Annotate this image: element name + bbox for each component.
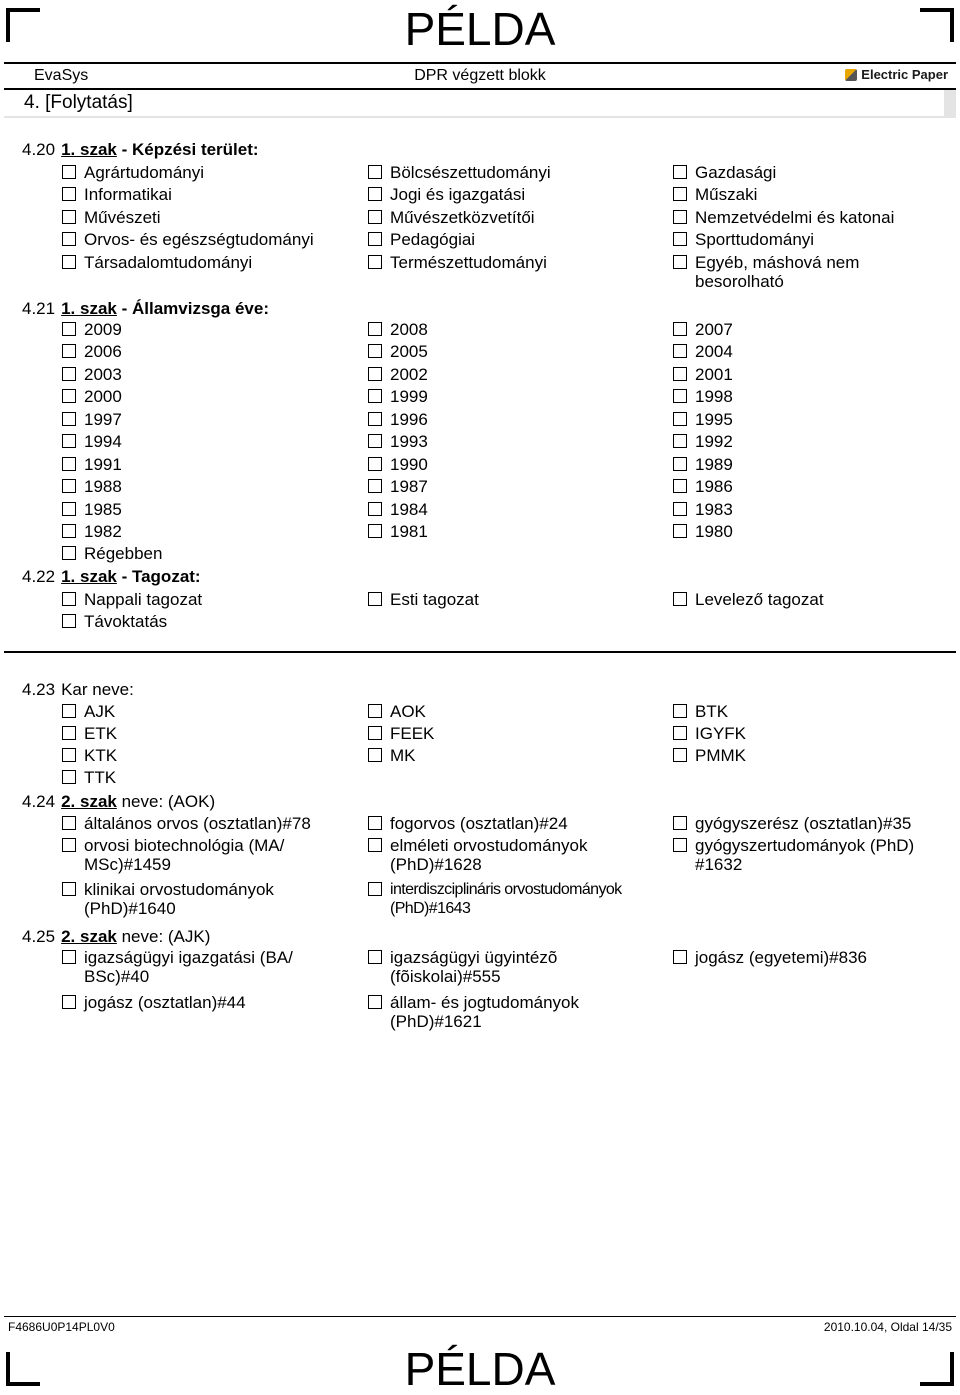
checkbox[interactable]	[62, 210, 76, 224]
option-q420-9[interactable]	[62, 230, 314, 249]
option-label: 2001	[695, 365, 733, 384]
option-q420-0[interactable]	[62, 163, 204, 182]
option-label: 1982	[84, 522, 122, 541]
option-q421-13[interactable]	[368, 410, 428, 429]
option-label: TTK	[84, 768, 117, 787]
option-q420-3[interactable]	[62, 185, 172, 204]
option-q421-12[interactable]	[62, 410, 122, 429]
option-q421-29[interactable]	[673, 522, 733, 541]
option-q423-3[interactable]	[62, 724, 117, 743]
question-text: - Tagozat:	[116, 567, 201, 586]
checkbox[interactable]	[368, 322, 382, 336]
szak-link[interactable]: 1. szak	[61, 299, 117, 318]
checkbox[interactable]	[62, 165, 76, 179]
checkbox[interactable]	[62, 457, 76, 471]
option-q421-25[interactable]	[368, 500, 428, 519]
szak-link[interactable]: 2. szak	[61, 927, 117, 946]
checkbox[interactable]	[62, 770, 76, 784]
question-4-23	[22, 680, 134, 700]
option-label: igazságügyi ügyintézõ (fõiskolai)#555	[390, 948, 558, 986]
option-label: 1992	[695, 432, 733, 451]
option-label: Társadalomtudományi	[84, 253, 253, 272]
checkbox[interactable]	[368, 950, 382, 964]
option-label: Távoktatás	[84, 612, 168, 631]
checkbox[interactable]	[673, 950, 687, 964]
checkbox[interactable]	[673, 434, 687, 448]
checkbox[interactable]	[673, 704, 687, 718]
option-q425-0[interactable]	[62, 948, 293, 986]
option-label: 2004	[695, 342, 733, 361]
option-label: KTK	[84, 746, 118, 765]
option-q423-1[interactable]	[368, 702, 426, 721]
option-label: 1998	[695, 387, 733, 406]
option-label: 2000	[84, 387, 122, 406]
checkbox[interactable]	[368, 434, 382, 448]
option-label: Sporttudományi	[695, 230, 815, 249]
option-q421-16[interactable]	[368, 432, 428, 451]
checkbox[interactable]	[368, 187, 382, 201]
option-q421-7[interactable]	[368, 365, 428, 384]
option-q421-5[interactable]	[673, 342, 733, 361]
option-label: PMMK	[695, 746, 746, 765]
checkbox[interactable]	[368, 816, 382, 830]
question-4-24	[22, 792, 215, 812]
option-q420-5[interactable]	[673, 185, 757, 204]
option-label: 1983	[695, 500, 733, 519]
option-q423-8[interactable]	[673, 746, 746, 765]
option-q424-6[interactable]	[62, 880, 274, 918]
option-q421-20[interactable]	[673, 455, 733, 474]
checkbox[interactable]	[673, 748, 687, 762]
option-q422-1[interactable]	[368, 590, 479, 609]
checkbox[interactable]	[62, 479, 76, 493]
option-label: Nappali tagozat	[84, 590, 203, 609]
question-number: 4.24	[22, 792, 56, 811]
option-label: 1990	[390, 455, 428, 474]
option-q425-2[interactable]	[673, 948, 867, 967]
option-q421-14[interactable]	[673, 410, 733, 429]
checkbox[interactable]	[673, 592, 687, 606]
option-q421-28[interactable]	[368, 522, 428, 541]
option-q420-10[interactable]	[368, 230, 475, 249]
option-label: interdiszciplináris orvostudományok (PhD)#1643	[390, 881, 622, 917]
option-label: klinikai orvostudományok (PhD)#1640	[84, 880, 274, 918]
option-q420-11[interactable]	[673, 230, 814, 249]
logo-text: Electric Paper	[861, 67, 948, 82]
option-q424-7[interactable]	[368, 880, 622, 918]
option-label: AJK	[84, 702, 116, 721]
checkbox[interactable]	[62, 726, 76, 740]
option-label: 2003	[84, 365, 122, 384]
checkbox[interactable]	[62, 882, 76, 896]
option-label: fogorvos (osztatlan)#24	[390, 814, 568, 833]
option-q420-14[interactable]	[673, 253, 859, 291]
checkbox[interactable]	[368, 592, 382, 606]
option-q421-8[interactable]	[673, 365, 733, 384]
checkbox[interactable]	[673, 479, 687, 493]
option-q421-22[interactable]	[368, 477, 428, 496]
option-q425-1[interactable]	[368, 948, 557, 986]
option-label: 1980	[695, 522, 733, 541]
option-label: 2007	[695, 320, 733, 339]
checkbox[interactable]	[368, 502, 382, 516]
checkbox[interactable]	[368, 995, 382, 1009]
option-label: 2002	[390, 365, 428, 384]
option-q420-12[interactable]	[62, 253, 252, 272]
checkbox[interactable]	[62, 502, 76, 516]
question-number: 4.22	[22, 567, 56, 586]
option-q421-23[interactable]	[673, 477, 733, 496]
option-q424-0[interactable]	[62, 814, 311, 833]
szak-link[interactable]: 1. szak	[61, 567, 117, 586]
checkbox[interactable]	[673, 255, 687, 269]
option-label: AOK	[390, 702, 426, 721]
question-text: neve: (AOK)	[116, 792, 216, 811]
option-label: 1981	[390, 522, 428, 541]
header-app-name: EvaSys	[34, 67, 89, 84]
option-label: 1986	[695, 477, 733, 496]
option-label: orvosi biotechnológia (MA/ MSc)#1459	[84, 836, 285, 874]
option-label: Bölcsészettudományi	[390, 163, 551, 182]
option-q421-27[interactable]	[62, 522, 122, 541]
electric-paper-logo	[845, 67, 948, 82]
option-label: állam- és jogtudományok (PhD)#1621	[390, 993, 579, 1031]
section-header	[4, 90, 956, 118]
question-text: - Államvizsga éve:	[116, 299, 269, 318]
option-q421-4[interactable]	[368, 342, 428, 361]
option-q420-7[interactable]	[368, 208, 535, 227]
checkbox[interactable]	[673, 389, 687, 403]
option-q421-3[interactable]	[62, 342, 122, 361]
option-q423-2[interactable]	[673, 702, 728, 721]
option-label: Gazdasági	[695, 163, 777, 182]
option-q423-9[interactable]	[62, 768, 116, 787]
checkbox[interactable]	[368, 838, 382, 852]
option-q420-6[interactable]	[62, 208, 161, 227]
option-q421-1[interactable]	[368, 320, 428, 339]
option-label: 1987	[390, 477, 428, 496]
checkbox[interactable]	[62, 322, 76, 336]
option-q421-24[interactable]	[62, 500, 122, 519]
checkbox[interactable]	[368, 412, 382, 426]
checkbox[interactable]	[368, 389, 382, 403]
option-q421-9[interactable]	[62, 387, 122, 406]
checkbox[interactable]	[368, 479, 382, 493]
option-label: gyógyszerész (osztatlan)#35	[695, 814, 912, 833]
checkbox[interactable]	[673, 322, 687, 336]
option-label: 1994	[84, 432, 122, 451]
checkbox[interactable]	[368, 210, 382, 224]
option-q421-18[interactable]	[62, 455, 122, 474]
checkbox[interactable]	[673, 726, 687, 740]
option-q421-30[interactable]	[62, 544, 162, 563]
option-q424-4[interactable]	[368, 836, 587, 874]
header-title: DPR végzett blokk	[414, 67, 546, 84]
checkbox[interactable]	[368, 367, 382, 381]
option-q420-13[interactable]	[368, 253, 547, 272]
option-q422-2[interactable]	[673, 590, 824, 609]
checkbox[interactable]	[62, 434, 76, 448]
szak-link[interactable]: 1. szak	[61, 140, 117, 159]
form-code: F4686U0P14PL0V0	[8, 1320, 115, 1334]
checkbox[interactable]	[62, 546, 76, 560]
checkbox[interactable]	[62, 592, 76, 606]
checkbox[interactable]	[62, 367, 76, 381]
option-label: Agrártudományi	[84, 163, 205, 182]
option-q424-5[interactable]	[673, 836, 914, 874]
checkbox[interactable]	[62, 412, 76, 426]
option-label: MK	[390, 746, 416, 765]
option-label: Régebben	[84, 544, 163, 563]
checkbox[interactable]	[368, 165, 382, 179]
checkbox[interactable]	[368, 344, 382, 358]
page-header	[4, 62, 956, 90]
question-text: neve: (AJK)	[116, 927, 211, 946]
question-number: 4.23	[22, 680, 56, 699]
option-q420-2[interactable]	[673, 163, 776, 182]
option-label: FEEK	[390, 724, 435, 743]
option-label: BTK	[695, 702, 729, 721]
checkbox[interactable]	[673, 232, 687, 246]
option-label: 1996	[390, 410, 428, 429]
checkbox[interactable]	[673, 210, 687, 224]
checkbox[interactable]	[673, 838, 687, 852]
option-q421-19[interactable]	[368, 455, 428, 474]
option-label: jogász (egyetemi)#836	[695, 948, 867, 967]
checkbox[interactable]	[368, 524, 382, 538]
option-q423-6[interactable]	[62, 746, 117, 765]
option-label: elméleti orvostudományok (PhD)#1628	[390, 836, 588, 874]
checkbox[interactable]	[368, 232, 382, 246]
option-q422-3[interactable]	[62, 612, 167, 631]
option-label: IGYFK	[695, 724, 747, 743]
option-q422-0[interactable]	[62, 590, 202, 609]
option-q421-11[interactable]	[673, 387, 733, 406]
checkbox[interactable]	[673, 524, 687, 538]
question-4-21	[22, 299, 269, 319]
checkbox[interactable]	[673, 816, 687, 830]
checkbox[interactable]	[368, 457, 382, 471]
checkbox[interactable]	[673, 502, 687, 516]
option-q420-8[interactable]	[673, 208, 894, 227]
option-label: igazságügyi igazgatási (BA/ BSc)#40	[84, 948, 293, 986]
checkbox[interactable]	[368, 255, 382, 269]
option-label: 2005	[390, 342, 428, 361]
checkbox[interactable]	[368, 704, 382, 718]
option-q424-3[interactable]	[62, 836, 284, 874]
checkbox[interactable]	[673, 344, 687, 358]
option-label: 2006	[84, 342, 122, 361]
option-q421-10[interactable]	[368, 387, 428, 406]
question-4-22	[22, 567, 201, 587]
option-q425-3[interactable]	[62, 993, 246, 1012]
option-q423-0[interactable]	[62, 702, 115, 721]
checkbox[interactable]	[62, 255, 76, 269]
question-number: 4.21	[22, 299, 56, 318]
option-label: Természettudományi	[390, 253, 547, 272]
option-q421-21[interactable]	[62, 477, 122, 496]
checkbox[interactable]	[62, 187, 76, 201]
option-q424-2[interactable]	[673, 814, 911, 833]
option-q423-5[interactable]	[673, 724, 746, 743]
option-label: 1997	[84, 410, 122, 429]
option-q425-4[interactable]	[368, 993, 579, 1031]
checkbox[interactable]	[673, 367, 687, 381]
option-q421-6[interactable]	[62, 365, 122, 384]
option-label: 1991	[84, 455, 122, 474]
checkbox[interactable]	[62, 816, 76, 830]
option-q421-0[interactable]	[62, 320, 122, 339]
checkbox[interactable]	[62, 232, 76, 246]
option-label: Művészetközvetítői	[390, 208, 535, 227]
checkbox[interactable]	[673, 457, 687, 471]
option-label: Informatikai	[84, 185, 172, 204]
checkbox[interactable]	[673, 412, 687, 426]
checkbox[interactable]	[368, 882, 382, 896]
option-label: 1999	[390, 387, 428, 406]
option-label: Esti tagozat	[390, 590, 479, 609]
checkbox[interactable]	[62, 524, 76, 538]
option-q423-7[interactable]	[368, 746, 416, 765]
option-label: Egyéb, máshová nem besorolható	[695, 253, 860, 291]
checkbox[interactable]	[673, 187, 687, 201]
checkbox[interactable]	[62, 748, 76, 762]
question-number: 4.20	[22, 140, 56, 159]
option-q423-4[interactable]	[368, 724, 434, 743]
option-label: Jogi és igazgatási	[390, 185, 526, 204]
option-q424-1[interactable]	[368, 814, 568, 833]
option-label: 1984	[390, 500, 428, 519]
question-text: - Képzési terület:	[116, 140, 259, 159]
checkbox[interactable]	[368, 726, 382, 740]
option-label: Nemzetvédelmi és katonai	[695, 208, 895, 227]
option-q421-15[interactable]	[62, 432, 122, 451]
option-label: 1989	[695, 455, 733, 474]
option-label: jogász (osztatlan)#44	[84, 993, 246, 1012]
question-number: 4.25	[22, 927, 56, 946]
question-4-20	[22, 140, 259, 160]
option-label: Pedagógiai	[390, 230, 476, 249]
option-label: Művészeti	[84, 208, 161, 227]
option-label: 2009	[84, 320, 122, 339]
option-label: Műszaki	[695, 185, 758, 204]
logo-icon	[845, 69, 857, 81]
checkbox[interactable]	[62, 614, 76, 628]
option-q420-4[interactable]	[368, 185, 525, 204]
option-label: 1995	[695, 410, 733, 429]
checkbox[interactable]	[62, 704, 76, 718]
checkbox[interactable]	[62, 389, 76, 403]
option-q421-2[interactable]	[673, 320, 733, 339]
option-label: Orvos- és egészségtudományi	[84, 230, 314, 249]
watermark-top: PÉLDA	[404, 3, 556, 55]
footer-divider	[4, 1316, 956, 1317]
page-info: 2010.10.04, Oldal 14/35	[823, 1320, 952, 1334]
option-q421-26[interactable]	[673, 500, 733, 519]
option-label: Levelező tagozat	[695, 590, 824, 609]
szak-link[interactable]: 2. szak	[61, 792, 117, 811]
option-label: gyógyszertudományok (PhD) #1632	[695, 836, 915, 874]
question-text: Kar neve:	[61, 680, 134, 699]
checkbox[interactable]	[368, 748, 382, 762]
checkbox[interactable]	[62, 995, 76, 1009]
checkbox[interactable]	[673, 165, 687, 179]
option-q420-1[interactable]	[368, 163, 551, 182]
option-q421-17[interactable]	[673, 432, 733, 451]
divider	[4, 651, 956, 653]
watermark-bottom: PÉLDA	[404, 1343, 556, 1395]
option-label: 1988	[84, 477, 122, 496]
checkbox[interactable]	[62, 950, 76, 964]
option-label: 2008	[390, 320, 428, 339]
section-title: 4. [Folytatás]	[24, 92, 133, 113]
option-label: 1985	[84, 500, 122, 519]
option-label: 1993	[390, 432, 428, 451]
question-4-25	[22, 927, 210, 947]
checkbox[interactable]	[62, 838, 76, 852]
option-label: ETK	[84, 724, 118, 743]
option-label: általános orvos (osztatlan)#78	[84, 814, 311, 833]
checkbox[interactable]	[62, 344, 76, 358]
